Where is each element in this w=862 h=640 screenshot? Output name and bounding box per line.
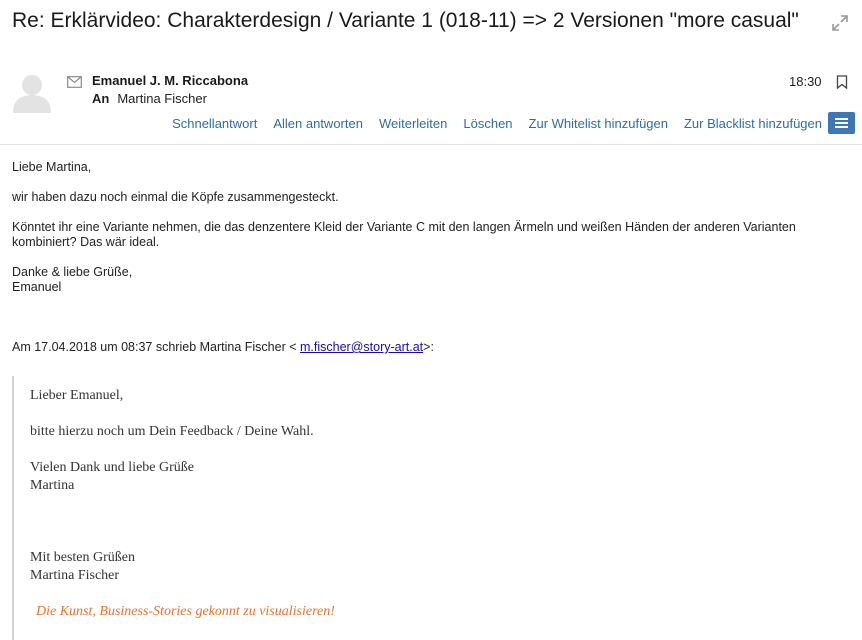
message-time: 18:30	[789, 74, 822, 89]
quote-sign-off: Mit besten Grüßen	[30, 550, 135, 565]
hamburger-menu-icon[interactable]	[828, 112, 855, 134]
message-body	[12, 160, 852, 355]
forward-button[interactable]: Weiterleiten	[378, 116, 448, 131]
recipient-label: An	[92, 91, 110, 106]
quoted-message	[12, 376, 852, 640]
body-signature: Emanuel	[12, 280, 62, 294]
quote-header-prefix: Am 17.04.2018 um 08:37 schrieb Martina Fischer <	[12, 340, 300, 354]
quote-header-suffix: >:	[423, 340, 434, 354]
envelope-icon	[67, 76, 82, 88]
quote-email-link[interactable]: m.fischer@story-art.at	[300, 340, 424, 354]
reply-all-button[interactable]: Allen antworten	[273, 116, 363, 131]
quote-greeting: Lieber Emanuel,	[30, 388, 124, 403]
recipient-name: Martina Fischer	[117, 91, 207, 106]
quote-header	[12, 340, 852, 355]
message-actions	[0, 116, 822, 131]
quote-thanks: Vielen Dank und liebe Grüße	[30, 460, 194, 475]
recipient-row	[92, 91, 207, 106]
quote-paragraph: bitte hierzu noch um Dein Feedback / Deine Wahl.	[30, 424, 314, 439]
body-paragraph: Könntet ihr eine Variante nehmen, die das denzentere Kleid der Variante C mit den langen Ärmeln und weißen Händen der anderen Varianten kombiniert? Das wär ideal.	[12, 220, 796, 249]
sender-name: Emanuel J. M. Riccabona	[92, 73, 249, 88]
quick-reply-button[interactable]: Schnellantwort	[172, 116, 258, 131]
quote-slogan: Die Kunst, Business-Stories gekonnt zu visualisieren!	[36, 604, 335, 619]
body-greeting: Liebe Martina,	[12, 160, 92, 174]
body-paragraph: wir haben dazu noch einmal die Köpfe zusammengesteckt.	[12, 190, 339, 204]
whitelist-button[interactable]: Zur Whitelist hinzufügen	[528, 116, 668, 131]
email-subject: Re: Erklärvideo: Charakterdesign / Variante 1 (018-11) => 2 Versionen "more casual"	[12, 9, 799, 32]
blacklist-button[interactable]: Zur Blacklist hinzufügen	[683, 116, 822, 131]
quote-name: Martina	[30, 478, 75, 493]
quote-full-name: Martina Fischer	[30, 568, 120, 583]
avatar-icon	[12, 71, 52, 113]
body-closing: Danke & liebe Grüße,	[12, 265, 133, 279]
expand-icon[interactable]	[831, 14, 849, 32]
header-divider	[0, 144, 862, 145]
bookmark-icon[interactable]	[836, 75, 848, 89]
delete-button[interactable]: Löschen	[463, 116, 513, 131]
